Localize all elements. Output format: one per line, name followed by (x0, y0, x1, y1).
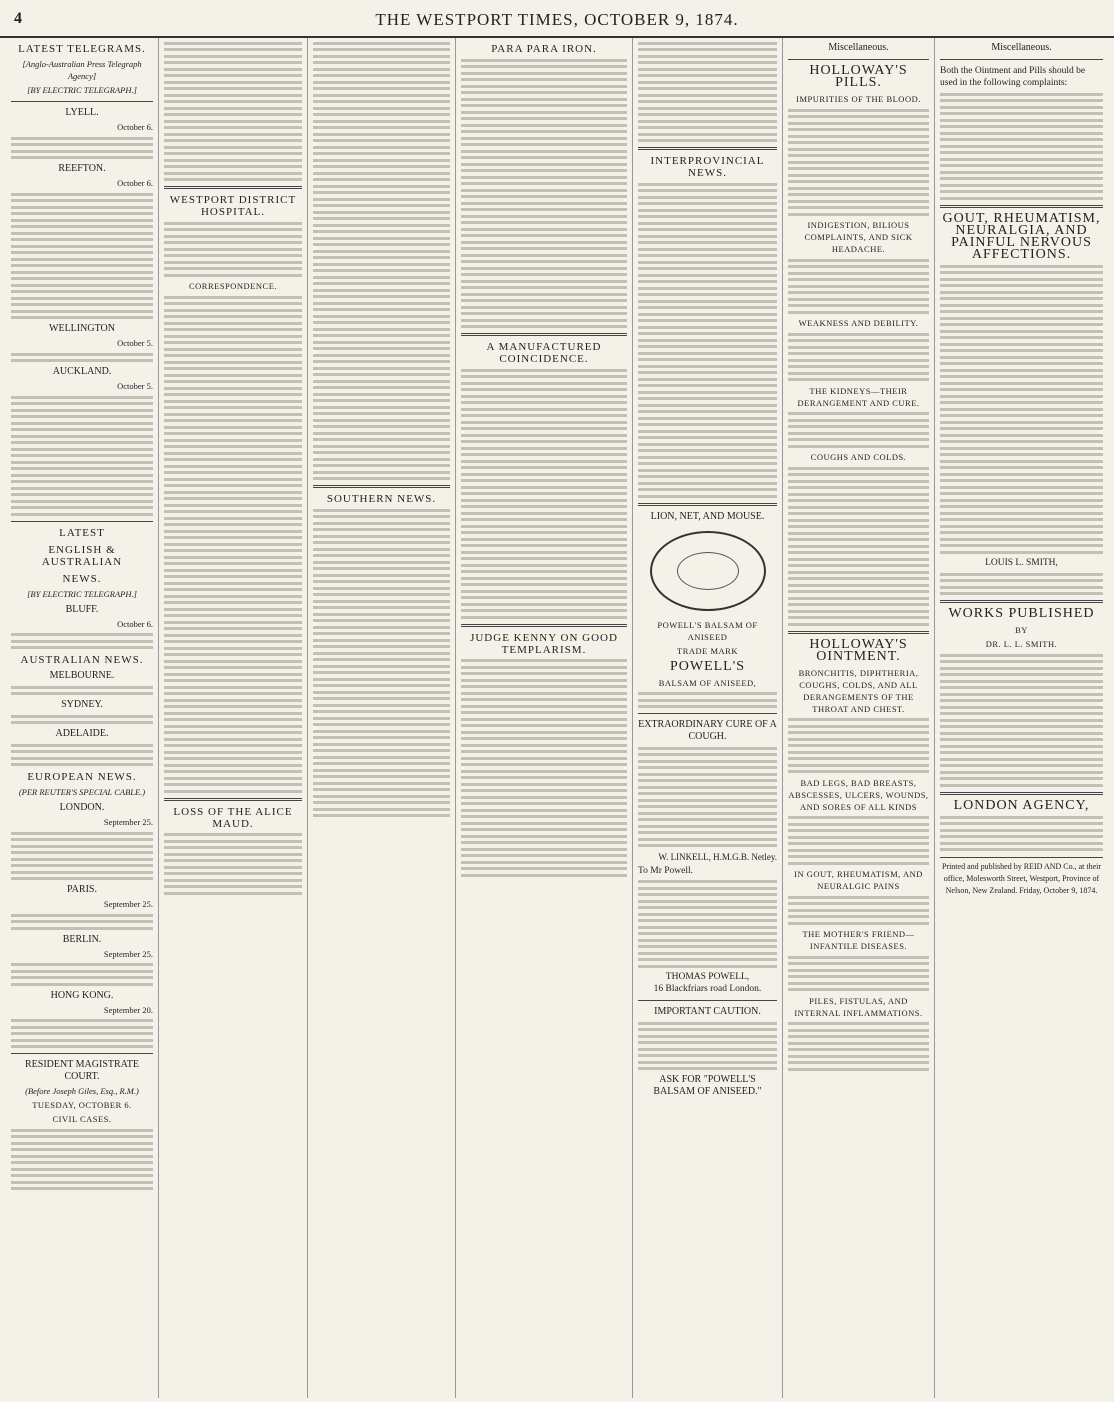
ad-subheading: INDIGESTION, BILIOUS COMPLAINTS, AND SICK HEADACHE. (804, 220, 913, 254)
section-heading: JUDGE KENNY ON GOOD TEMPLARISM. (470, 631, 618, 656)
divider (461, 624, 627, 627)
article-body (11, 1129, 153, 1191)
column-6 (783, 38, 935, 1398)
section-heading: PARA PARA IRON. (491, 43, 597, 55)
divider (638, 713, 777, 714)
ad-body (638, 747, 777, 848)
newspaper-title: THE WESTPORT TIMES, OCTOBER 9, 1874. (375, 10, 739, 29)
divider (940, 792, 1103, 795)
divider (940, 600, 1103, 603)
section-heading: WESTPORT DISTRICT HOSPITAL. (169, 194, 297, 218)
seal-text: POWELL'S BALSAM OF ANISEED (657, 619, 758, 642)
ad-intro: Both the Ointment and Pills should be used in the following complaints: (940, 66, 1086, 88)
ad-proprietor: THOMAS POWELL, (665, 972, 750, 982)
ad-title: LONDON AGENCY, (953, 797, 1090, 813)
divider (11, 1053, 153, 1054)
ad-subtitle: BALSAM OF ANISEED, (658, 677, 757, 688)
article-body (461, 659, 627, 877)
dateline-date: September 20. (103, 1004, 153, 1015)
article-body (11, 914, 153, 930)
section-heading: Miscellaneous. (991, 42, 1052, 53)
court-cases: CIVIL CASES. (52, 1114, 112, 1124)
ad-subheading: THE KIDNEYS—THEIR DERANGEMENT AND CURE. (797, 385, 920, 408)
ad-body (638, 1022, 777, 1071)
ad-body (788, 259, 929, 314)
section-heading: Miscellaneous. (828, 42, 889, 53)
ad-body (788, 333, 929, 382)
divider (461, 333, 627, 336)
divider (940, 205, 1103, 208)
divider (638, 1000, 777, 1001)
section-heading: LATEST (59, 526, 105, 539)
page-number: 4 (14, 10, 22, 27)
article-body (638, 183, 777, 498)
ad-body (940, 816, 1103, 852)
ad-body (940, 265, 1103, 554)
section-heading: A MANUFACTURED COINCIDENCE. (486, 341, 602, 365)
dateline-place: LONDON. (59, 802, 105, 813)
dateline-date: October 5. (117, 338, 153, 348)
article-body (11, 963, 153, 986)
court-magistrate: (Before Joseph Giles, Esq., R.M.) (25, 1086, 139, 1096)
divider (638, 147, 777, 150)
dateline-place: AUCKLAND. (52, 366, 112, 377)
article-body (11, 193, 153, 320)
telegraph-line: [BY ELECTRIC TELEGRAPH.] (27, 588, 137, 599)
dateline-date: September 25. (103, 817, 153, 827)
divider (940, 59, 1103, 60)
article-body (638, 42, 777, 143)
dateline-place: REEFTON. (58, 163, 106, 174)
dateline-date: September 25. (103, 899, 153, 909)
ad-footer: ASK FOR "POWELL'S BALSAM OF ANISEED." (653, 1074, 762, 1097)
section-heading: SOUTHERN NEWS. (326, 493, 437, 505)
article-body (164, 42, 302, 182)
dateline-date: September 25. (103, 948, 153, 959)
dateline-place: MELBOURNE. (49, 670, 115, 681)
ad-heading: LION, NET, AND MOUSE. (650, 510, 765, 522)
section-heading: NEWS. (62, 572, 102, 585)
dateline-place: LYELL. (65, 107, 99, 118)
ad-body (788, 816, 929, 865)
article-body (11, 744, 153, 767)
article-body (11, 353, 153, 363)
ad-title: POWELL'S (669, 658, 746, 674)
ad-body (788, 467, 929, 626)
dateline-date: October 6. (117, 618, 153, 629)
letter-signature: W. LINKELL, H.M.G.B. Netley. (658, 851, 777, 862)
cable-line: (PER REUTER'S SPECIAL CABLE.) (18, 787, 146, 797)
dateline-date: October 6. (117, 122, 153, 132)
ad-subheading: COUGHS AND COLDS. (810, 452, 907, 462)
ad-subheading: BAD LEGS, BAD BREASTS, ABSCESSES, ULCERS, WOUNDS, AND SORES OF ALL KINDS (788, 777, 929, 812)
court-date: TUESDAY, OCTOBER 6. (32, 1100, 132, 1110)
ad-author: DR. L. L. SMITH. (985, 639, 1058, 649)
letter-recipient: To Mr Powell. (638, 865, 694, 876)
ad-title: GOUT, RHEUMATISM, NEURALGIA, AND PAINFUL NERVOUS AFFECTIONS. (942, 210, 1101, 262)
column-7 (935, 38, 1108, 1398)
dateline-date: October 5. (117, 381, 153, 391)
column-5 (633, 38, 783, 1398)
ad-body (788, 718, 929, 773)
ad-subheading: BY (1015, 625, 1028, 635)
ad-body (788, 412, 929, 448)
ad-body (788, 109, 929, 216)
ad-subheading: PILES, FISTULAS, AND INTERNAL INFLAMMATIONS. (794, 995, 923, 1018)
divider (164, 798, 302, 801)
ad-body (788, 956, 929, 992)
section-heading: LATEST TELEGRAMS. (18, 43, 146, 55)
ad-body (788, 1022, 929, 1071)
ad-title: HOLLOWAY'S OINTMENT. (809, 636, 908, 664)
divider (11, 521, 153, 522)
ad-signature: LOUIS L. SMITH, (985, 558, 1058, 568)
article-body (461, 59, 627, 329)
ad-subheading: IMPURITIES OF THE BLOOD. (796, 94, 921, 104)
dateline-date: October 6. (117, 178, 153, 188)
article-body (164, 833, 302, 895)
section-heading: LOSS OF THE ALICE MAUD. (173, 805, 293, 830)
newspaper-page (0, 38, 1114, 1398)
trade-mark-label: TRADE MARK (677, 645, 738, 656)
ad-subheading: IN GOUT, RHEUMATISM, AND NEURALGIC PAINS (794, 869, 923, 891)
dateline-place: BERLIN. (62, 933, 102, 945)
ad-title: WORKS PUBLISHED (948, 606, 1095, 621)
dateline-place: SYDNEY. (61, 699, 103, 710)
subheading: CORRESPONDENCE. (188, 281, 278, 291)
column-1 (6, 38, 159, 1398)
article-body (11, 1019, 153, 1048)
printer-imprint: Printed and published by REID AND Co., at their office, Molesworth Street, Westport, Province of Nelson, New Zealand. Friday, October 9, 1874. (940, 857, 1103, 897)
ad-subheading: WEAKNESS AND DEBILITY. (798, 318, 919, 328)
article-body (11, 633, 153, 649)
dateline-place: HONG KONG. (50, 989, 114, 1001)
ad-heading: IMPORTANT CAUTION. (654, 1006, 761, 1017)
column-4 (456, 38, 633, 1398)
divider (788, 631, 929, 634)
ad-address: 16 Blackfriars road London. (653, 984, 762, 994)
divider (164, 186, 302, 189)
divider (788, 59, 929, 60)
divider (11, 101, 153, 102)
dateline-place: WELLINGTON (49, 323, 115, 334)
ad-title: HOLLOWAY'S PILLS. (809, 63, 908, 90)
column-2 (159, 38, 308, 1398)
masthead (0, 0, 1114, 38)
section-heading: AUSTRALIAN NEWS. (20, 654, 144, 666)
ad-body (788, 896, 929, 925)
article-body (313, 509, 450, 818)
ad-body (638, 692, 777, 708)
article-body (164, 296, 302, 793)
article-body (313, 42, 450, 481)
divider (313, 485, 450, 488)
section-heading: EUROPEAN NEWS. (27, 771, 137, 783)
complaints-list (940, 93, 1103, 200)
article-body (461, 369, 627, 619)
section-heading: RESIDENT MAGISTRATE COURT. (25, 1059, 139, 1082)
article-body (11, 396, 153, 516)
divider (638, 503, 777, 506)
ad-subheading: BRONCHITIS, DIPHTHERIA, COUGHS, COLDS, AND ALL DERANGEMENTS OF THE THROAT AND CHEST. (798, 667, 919, 714)
section-heading: ENGLISH & AUSTRALIAN (41, 543, 123, 568)
dateline-place: ADELAIDE. (55, 728, 109, 739)
dateline-place: PARIS. (67, 884, 97, 895)
section-heading: INTERPROVINCIAL NEWS. (650, 155, 765, 179)
column-3 (308, 38, 456, 1398)
article-body (11, 832, 153, 881)
article-body (11, 686, 153, 696)
telegraph-line: [BY ELECTRIC TELEGRAPH.] (27, 85, 137, 95)
ad-body (940, 654, 1103, 787)
agency-line: [Anglo-Australian Press Telegraph Agency] (22, 59, 142, 81)
article-body (11, 715, 153, 725)
ad-body (940, 573, 1103, 596)
ad-body (638, 880, 777, 968)
ad-heading: EXTRAORDINARY CURE OF A COUGH. (638, 719, 777, 742)
trade-mark-seal (650, 531, 766, 611)
article-body (164, 222, 302, 277)
dateline-place: BLUFF. (65, 603, 99, 615)
lion-icon (677, 552, 739, 590)
ad-subheading: THE MOTHER'S FRIEND—INFANTILE DISEASES. (802, 929, 915, 951)
article-body (11, 137, 153, 160)
